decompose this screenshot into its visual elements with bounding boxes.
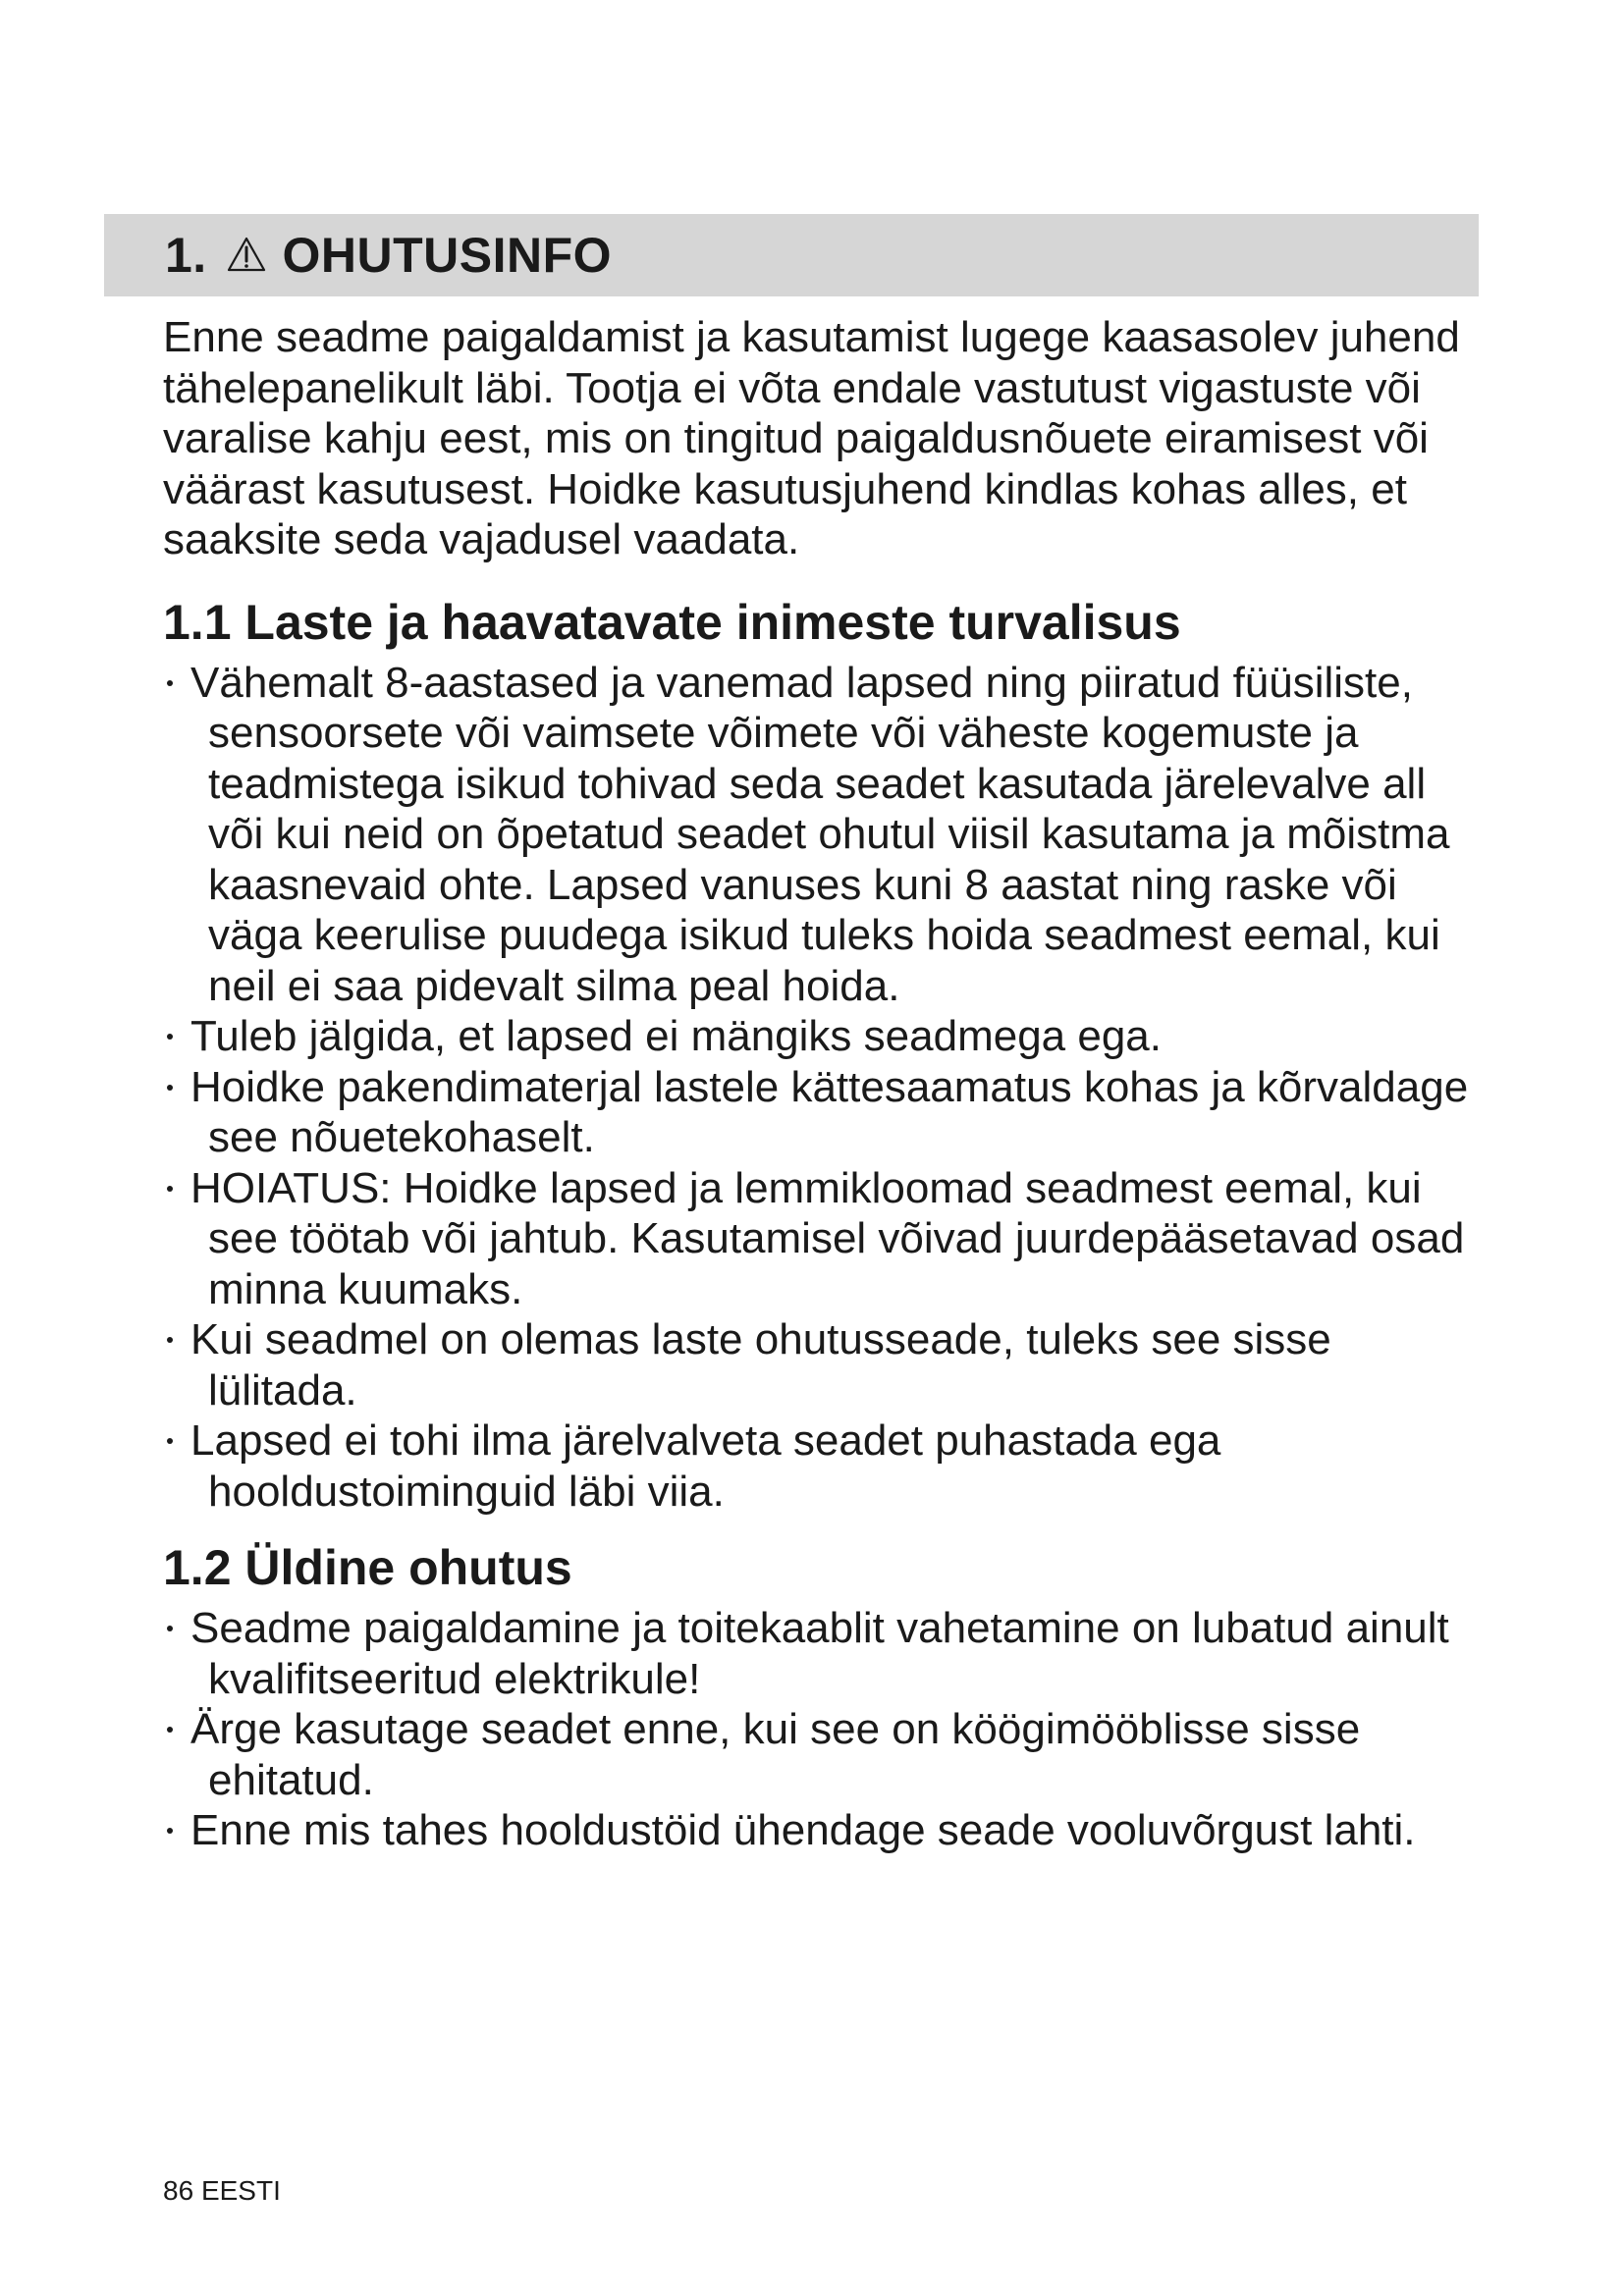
section-title-text: OHUTUSINFO: [282, 228, 613, 283]
list-item: [163, 658, 1479, 1012]
footer-language: EESTI: [200, 2175, 281, 2206]
list-item: [163, 1704, 1479, 1805]
intro-paragraph: Enne seadme paigaldamist ja kasutamist lugege kaasasolev juhend tähelepanelikult läbi. Tootja ei võta endale vastutust vigastuste või varalise kahju eest, mis on tingitud paigaldusnõuete eiramisest või väärast kasutusest. Hoidke kasutusjuhend kindlas kohas alles, et saaksite seda vajadusel vaadata.: [163, 313, 1460, 563]
list-item-text: Seadme paigaldamine ja toitekaablit vahetamine on lubatud ainult kvalifitseeritud elektrikule!: [190, 1604, 1449, 1703]
list-item-text: Enne mis tahes hooldustöid ühendage seade vooluvõrgust lahti.: [190, 1806, 1416, 1854]
list-item-text: HOIATUS: Hoidke lapsed ja lemmikloomad seadmest eemal, kui see töötab või jahtub. Kasutamisel võivad juurdepääsetavad osad minna kuumaks.: [190, 1163, 1465, 1313]
list-item-text: Vähemalt 8-aastased ja vanemad lapsed ning piiratud füüsiliste, sensoorsete või vaimsete võimete või väheste kogemuste ja teadmistega isikud tohivad seda seadet kasutada järelevalve all või kui neid on õpetatud seadet ohutul viisil kasutama ja mõistma kaasnevaid ohte. Lapsed vanuses kuni 8 aastat ning raske või väga keerulise puudega isikud tuleks hoida seadmest eemal, kui neil ei saa pidevalt silma peal hoida.: [190, 658, 1450, 1010]
bullet-dot: [167, 1727, 173, 1733]
section-number: 1.: [165, 228, 207, 283]
main-content: [163, 312, 1479, 1856]
list-item: [163, 1603, 1479, 1704]
bullet-dot: [167, 1186, 173, 1192]
subheading-general-safety: 1.2 Üldine ohutus: [163, 1540, 572, 1595]
list-item: [163, 1415, 1479, 1517]
list-item-text: Lapsed ei tohi ilma järelvalveta seadet puhastada ega hooldustoiminguid läbi viia.: [190, 1416, 1221, 1516]
list-item: [163, 1314, 1479, 1415]
list-item: [163, 1805, 1479, 1856]
list-item: [163, 1011, 1479, 1062]
page-footer: [163, 2175, 281, 2207]
bullet-dot: [167, 680, 173, 686]
list-item: [163, 1163, 1479, 1315]
general-safety-list: [163, 1603, 1479, 1856]
bullet-dot: [167, 1085, 173, 1091]
page-number: 86: [163, 2175, 194, 2206]
bullet-dot: [167, 1438, 173, 1444]
list-item: [163, 1062, 1479, 1163]
bullet-dot: [167, 1337, 173, 1343]
list-item-text: Hoidke pakendimaterjal lastele kättesaamatus kohas ja kõrvaldage see nõuetekohaselt.: [190, 1062, 1469, 1161]
subheading-child-safety: 1.1 Laste ja haavatavate inimeste turvalisus: [163, 594, 1181, 650]
bullet-dot: [167, 1828, 173, 1834]
list-item-text: Ärge kasutage seadet enne, kui see on köögimööblisse sisse ehitatud.: [190, 1705, 1361, 1804]
bullet-dot: [167, 1034, 173, 1040]
section-title: [165, 228, 612, 283]
bullet-dot: [167, 1626, 173, 1631]
list-item-text: Tuleb jälgida, et lapsed ei mängiks seadmega ega.: [190, 1012, 1162, 1060]
warning-triangle-icon: [227, 237, 266, 272]
child-safety-list: [163, 658, 1479, 1518]
list-item-text: Kui seadmel on olemas laste ohutusseade, tuleks see sisse lülitada.: [190, 1315, 1331, 1415]
